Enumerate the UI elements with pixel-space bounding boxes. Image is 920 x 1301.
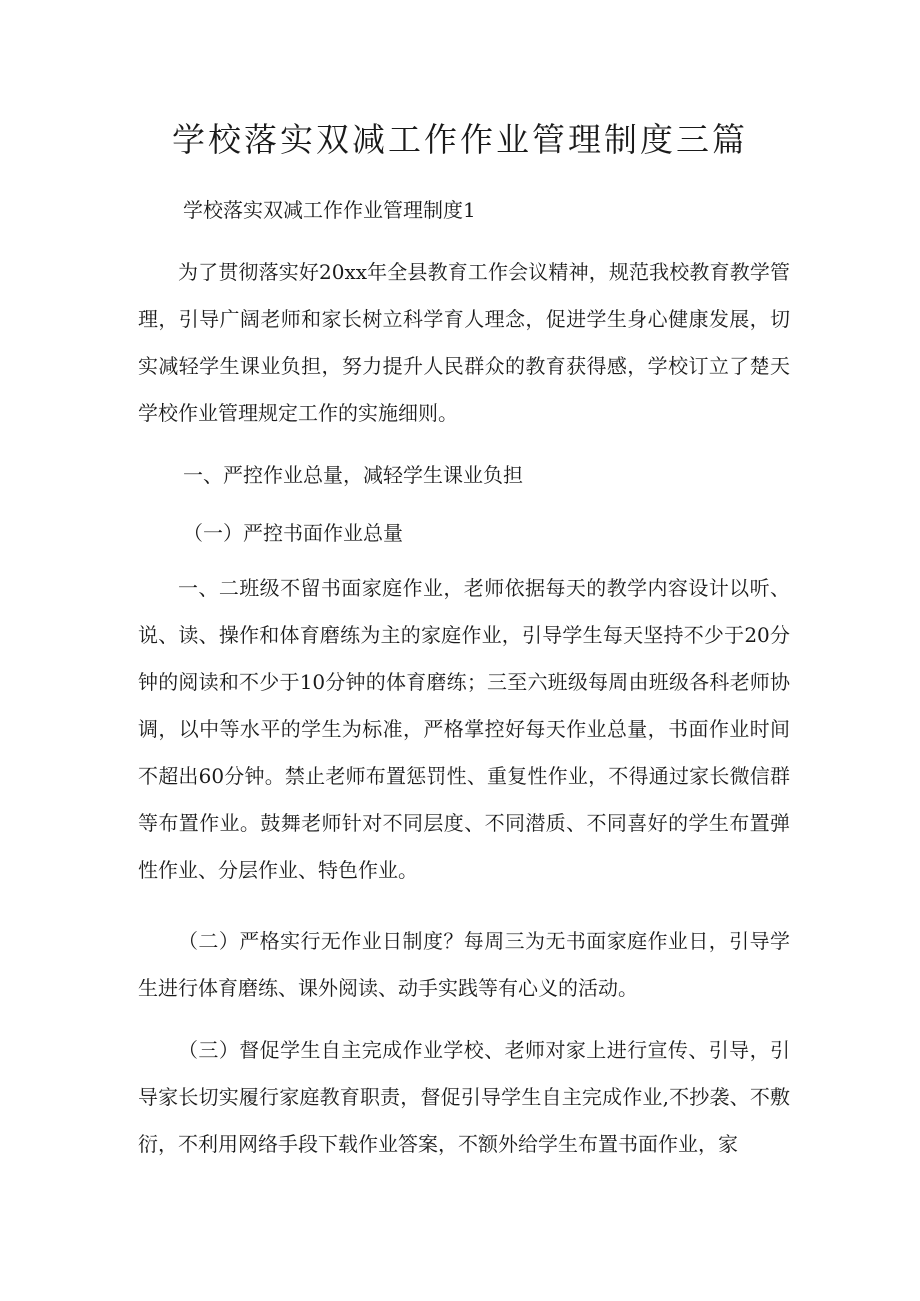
section-heading: 一、严控作业总量，减轻学生课业负担 — [183, 463, 523, 487]
intro-paragraph: 为了贯彻落实好20xx年全县教育工作会议精神，规范我校教育教学管理，引导广阔老师和家长树立科学育人理念，促进学生身心健康发展，切实减轻学生课业负担，努力提升人民群众的教育获得感，学校订立了楚天学校作业管理规定工作的实施细则。 — [138, 260, 790, 425]
document-subtitle: 学校落实双减工作作业管理制度1 — [183, 198, 476, 222]
document-title: 学校落实双减工作作业管理制度三篇 — [172, 120, 748, 159]
subsection-body-paragraph: 一、二班级不留书面家庭作业，老师依据每天的教学内容设计以听、说、读、操作和体育磨练为主的家庭作业，引导学生每天坚持不少于20分钟的阅读和不少于10分钟的体育磨练；三至六班级每周由班级各科老师协调，以中等水平的学生为标准，严格掌控好每天作业总量，书面作业时间不超出60分钟。禁止老师布置惩罚性、重复性作业，不得通过家长微信群等布置作业。鼓舞老师针对不同层度、不同潜质、不同喜好的学生布置弹性作业、分层作业、特色作业。 — [138, 576, 790, 882]
subsection-two-paragraph: （二）严格实行无作业日制度？每周三为无书面家庭作业日，引导学生进行体育磨练、课外阅读、动手实践等有心义的活动。 — [138, 929, 790, 1000]
subsection-heading: （一）严控书面作业总量 — [183, 521, 403, 545]
subsection-three-paragraph: （三）督促学生自主完成作业学校、老师对家上进行宣传、引导，引导家长切实履行家庭教育职责，督促引导学生自主完成作业,不抄袭、不敷衍，不利用网络手段下载作业答案，不额外给学生布置书面作业，家 — [138, 1038, 790, 1156]
